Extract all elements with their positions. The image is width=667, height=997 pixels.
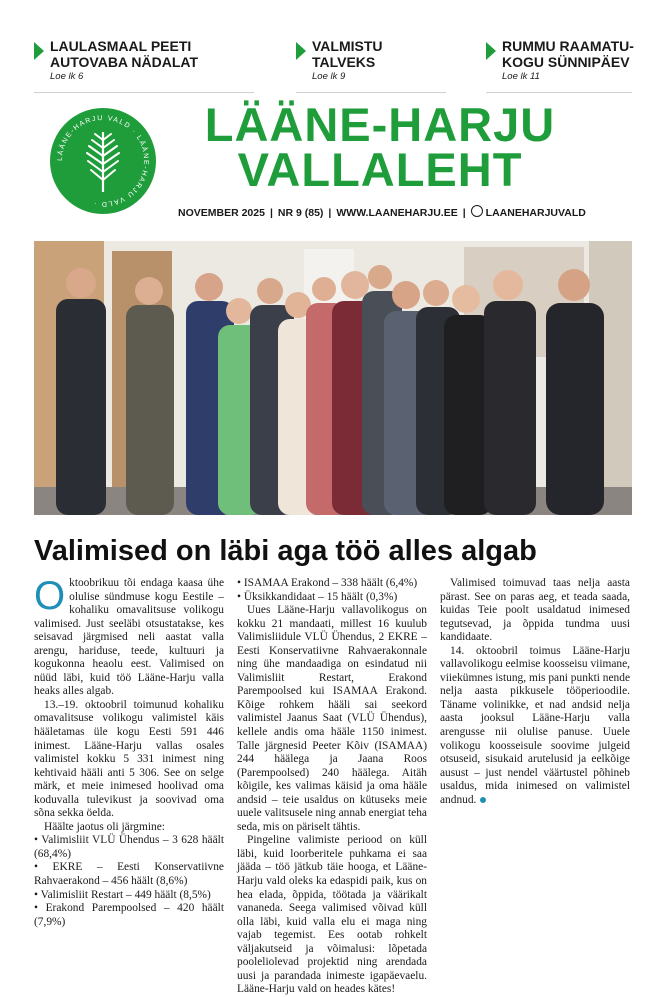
teaser-bar bbox=[34, 38, 634, 86]
teaser-title: VALMISTU TALVEKS bbox=[312, 38, 383, 70]
website-link[interactable]: WWW.LAANEHARJU.EE bbox=[336, 207, 458, 219]
divider bbox=[486, 92, 632, 93]
group-photo bbox=[34, 241, 632, 515]
article-column-3 bbox=[440, 577, 630, 807]
social-handle[interactable]: LAANEHARJUVALD bbox=[485, 207, 586, 219]
vote-list-item: • Üksikkandidaat – 15 häält (0,3%) bbox=[237, 590, 398, 603]
issue-date: NOVEMBER 2025 bbox=[178, 207, 265, 219]
article-column-1 bbox=[34, 574, 224, 929]
article-paragraph: Uues Lääne-Harju vallavolikogus on kokku 21 mandaati, millest 16 kuulub Valimisliidule VLÜ Ühendus, 2 EKRE – Eesti Konservatiivne Rahvaerakonnale ning ühe mandaadiga on esindatud nii Valimisliit Restart, Erakond Parempoolsed kui ISAMAA Erakond. Kõige rohkem hääli sai seekord valimistel Jaanus Saat (VLÜ Ühendus), kellele andis oma hääle 1150 inimest. Talle järgnesid Peeter Kõiv (ISAMAA) 244 häälega ja Jaana Roos (Parempoolsed) 240 häälega. Aitäh kõigile, kes valimas käisid ja oma hääle andsid – teie usaldus on kütuseks meie uuele valitsusele ning annab energiat teha seda, mis on päriselt tähtis. bbox=[237, 604, 427, 833]
article-paragraph: Valimised toimuvad taas nelja aasta pärast. See on paras aeg, et teada saada, kuidas Teie poolt usaldatud inimesed tegutsevad, ja õppida tundma uusi kandidaate. bbox=[440, 577, 630, 644]
chevron-right-icon bbox=[34, 42, 44, 60]
article-column-2 bbox=[237, 577, 427, 997]
divider bbox=[34, 92, 254, 93]
vote-list-item: • Valimisliit Restart – 449 häält (8,5%) bbox=[34, 888, 211, 901]
chevron-right-icon bbox=[486, 42, 496, 60]
social-icon bbox=[471, 205, 483, 217]
tree-icon bbox=[50, 108, 156, 214]
issue-number: NR 9 (85) bbox=[277, 207, 324, 219]
vote-list-item: • Erakond Parempoolsed – 420 häält (7,9%) bbox=[34, 902, 224, 928]
masthead-line2: VALLALEHT bbox=[237, 143, 523, 196]
article-paragraph: 14. oktoobril toimus Lääne-Harju vallavolikogu eelmise koosseisu viimane, viiekümnes istung, mis pani punkti nende nelja aasta pikkusele tööperioodile. Täname volinikke, et nad andsid nelja aasta jooksul Lääne-Harju valla arengusse nii olulise panuse. Uuele volikogu koosseisule soovime julgeid otsuseid, sisukaid arutelusid ja eelkõige ausust – just nendel väärtustel põhineb usaldus, mida inimesed on valimistel andnud. bbox=[440, 644, 630, 806]
teaser-page: Loe lk 6 bbox=[50, 71, 84, 82]
divider bbox=[296, 92, 446, 93]
teaser-page: Loe lk 11 bbox=[502, 71, 540, 82]
article-paragraph: Oktoobrikuu tõi endaga kaasa ühe olulise sündmuse kogu Eestile – kohaliku omavalitsuse volikogu valimised. Just seeläbi otsustatakse, kes seisavad järgmised neli aastat valla arengu, hariduse, teede, kultuuri ja kogukonna heaolu eest. Valimised on nüüd läbi, kuid töö Lääne-Harju valla heaks alles algab. bbox=[34, 574, 224, 698]
drop-cap: O bbox=[34, 574, 66, 618]
masthead-line1: LÄÄNE-HARJU bbox=[204, 98, 556, 151]
vote-list-item: • ISAMAA Erakond – 338 häält (6,4%) bbox=[237, 577, 418, 589]
article-paragraph: 13.–19. oktoobril toimunud kohaliku omavalitsuse volikogu valimistel käis hääletamas üle kogu Eesti 591 446 inimest. Lääne-Harju vallas osales valimistel kokku 5 331 inimest ning kehtivaid hääli anti 5 306. See on selge märk, et meie inimesed hoolivad oma koduvalla tulevikust ja soovivad oma sõna sekka öelda. bbox=[34, 698, 224, 820]
end-mark-icon bbox=[480, 797, 486, 803]
vote-list-item: • EKRE – Eesti Konservatiivne Rahvaerakond – 456 häält (8,6%) bbox=[34, 861, 224, 888]
chevron-right-icon bbox=[296, 42, 306, 60]
masthead-title bbox=[160, 98, 600, 196]
teaser-title: LAULASMAAL PEETI AUTOVABA NÄDALAT bbox=[50, 38, 199, 70]
article-paragraph: Pingeline valimiste periood on küll läbi, kuid loorberitele puhkama ei saa jääda – töö jätkub täie hooga, et Lääne-Harju vald oleks ka edaspidi paik, kus on hea elada, õppida, töötada ja väärikalt vananeda. Seega valimised võivad küll olla läbi, kuid valla elu ei maga ning vajab tegemist. Ees ootab rohkelt väljakutseid ja võimalusi: lõpetada pooleliolevad projektid ning arendada uusi ja parandada inimeste igapäevaelu. Lääne-Harju vald on heades kätes! bbox=[237, 834, 427, 996]
logo-ring-text: LÄÄNE-HARJU VALD · LÄÄNE-HARJU VALD · bbox=[56, 114, 150, 208]
municipality-logo bbox=[50, 108, 156, 214]
teaser-title: RUMMU RAAMATU- KOGU SÜNNIPÄEV bbox=[502, 38, 634, 70]
article-paragraph: Häälte jaotus oli järgmine: bbox=[44, 820, 165, 833]
article-headline: Valimised on läbi aga töö alles algab bbox=[34, 535, 537, 567]
teaser-page: Loe lk 9 bbox=[312, 71, 346, 82]
issue-info: NOVEMBER 2025 | NR 9 (85) | WWW.LAANEHARJU.EE | LAANEHARJUVALD bbox=[178, 207, 586, 219]
vote-list-item: • Valimisliit VLÜ Ühendus – 3 628 häält (68,4%) bbox=[34, 834, 224, 860]
